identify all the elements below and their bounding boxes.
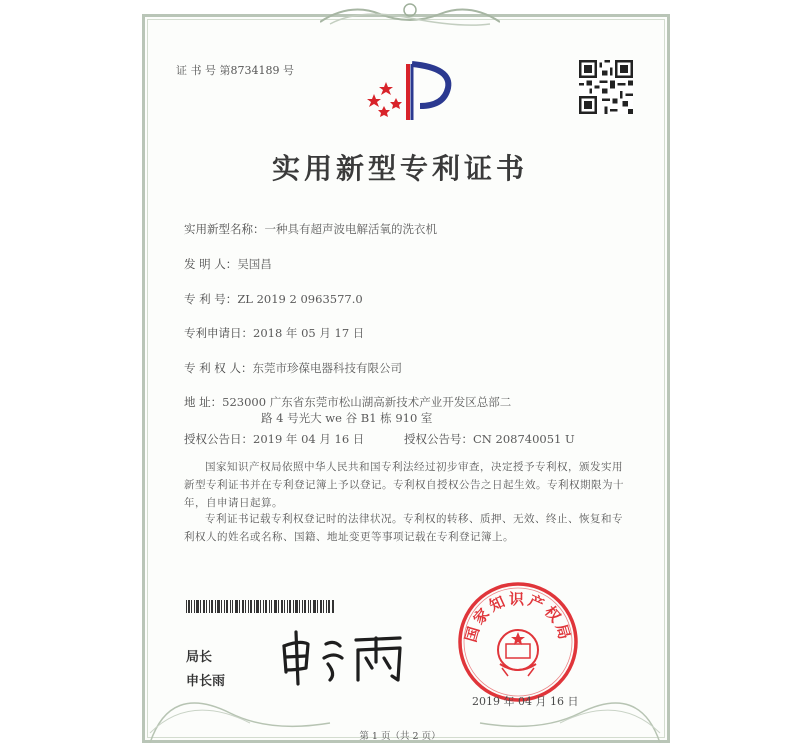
official-seal: [456, 580, 580, 704]
barcode: [186, 600, 334, 613]
patent-number-row: [184, 291, 363, 307]
seal-text: 国家知识产权局: [461, 590, 575, 645]
director-title: 局长: [186, 650, 213, 665]
inventor-row: [184, 256, 272, 272]
filing-date-label: 专利申请日：: [184, 326, 253, 340]
grant-date: 2019 年 04 月 16 日: [253, 432, 365, 446]
utility-model-name-label: 实用新型名称：: [184, 222, 265, 236]
grant-date-row: [184, 431, 364, 447]
utility-model-name: 一种具有超声波电解活氧的洗衣机: [264, 222, 437, 236]
filing-date-row: [184, 325, 364, 341]
grant-date-label: 授权公告日：: [184, 432, 253, 446]
grant-number-label: 授权公告号：: [404, 432, 473, 446]
address-line-1: 523000 广东省东莞市松山湖高新技术产业开发区总部二: [222, 395, 512, 409]
seal-date: 2019 年 04 月 16 日: [472, 695, 579, 708]
qr-code: [579, 60, 633, 114]
page-footer: 第 1 页（共 2 页）: [359, 731, 441, 742]
certificate-number: 证 书 号 第8734189 号: [176, 64, 294, 77]
director-name: 申长雨: [186, 674, 226, 689]
patentee: 东莞市珍葆电器科技有限公司: [252, 361, 402, 375]
address-label: 地 址：: [184, 395, 223, 409]
grant-number-row: [404, 431, 575, 447]
utility-model-name-row: [184, 221, 437, 237]
address-row: [184, 394, 511, 410]
top-ornament-decoration: [320, 0, 500, 28]
address-line-2: 路 4 号光大 we 谷 B1 栋 910 室: [261, 411, 433, 425]
patent-office-logo: [364, 58, 460, 122]
grant-number: CN 208740051 U: [473, 432, 575, 446]
director-signature: [278, 628, 410, 686]
inventor-label: 发 明 人：: [184, 257, 238, 271]
patent-number-label: 专 利 号：: [184, 292, 238, 306]
patentee-row: [184, 360, 402, 376]
certificate-title: 实用新型专利证书: [271, 152, 528, 185]
certificate-paragraph-2: 专利证书记载专利权登记时的法律状况。专利权的转移、质押、无效、终止、恢复和专利权人的姓名或名称、国籍、地址变更等事项记载在专利登记簿上。: [184, 513, 623, 543]
patent-number: ZL 2019 2 0963577.0: [237, 292, 363, 306]
filing-date: 2018 年 05 月 17 日: [253, 326, 365, 340]
certificate-paragraph-1: 国家知识产权局依照中华人民共和国专利法经过初步审查，决定授予专利权，颁发实用新型专利证书并在专利登记簿上予以登记。专利权自授权公告之日起生效。专利权期限为十年，自申请日起算。: [184, 461, 624, 509]
inventor: 吴国昌: [237, 257, 272, 271]
patentee-label: 专 利 权 人：: [184, 361, 253, 375]
